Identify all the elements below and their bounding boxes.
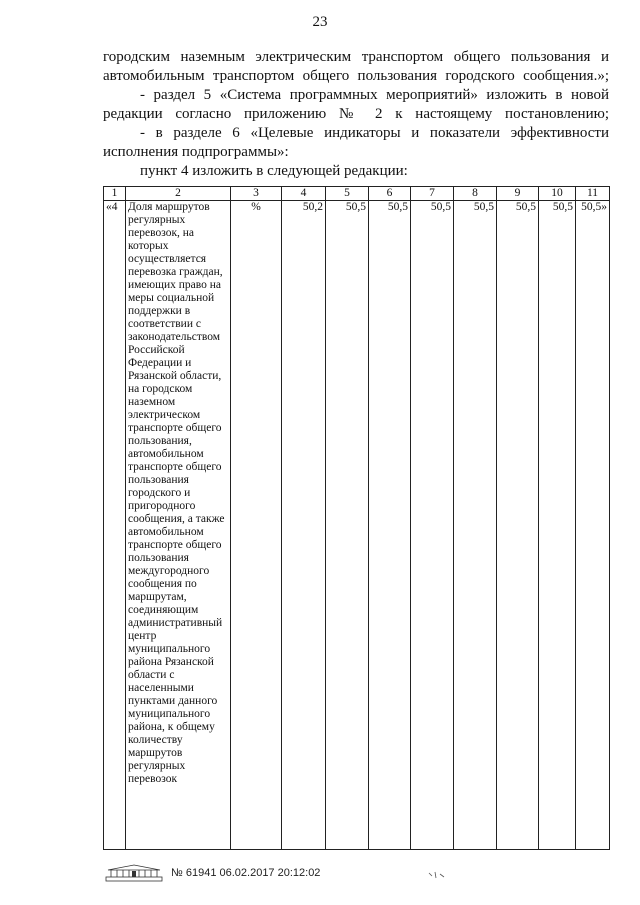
table-header-cell: 7: [411, 187, 454, 201]
paragraph-section-5: - раздел 5 «Система программных мероприятий» изложить в новой редакции согласно приложению № 2 к настоящему постановлению;: [103, 87, 609, 122]
table-row: [104, 201, 610, 850]
value-cell: 50,5: [369, 201, 411, 850]
value-cell: 50,5: [539, 201, 576, 850]
table-header-cell: 8: [454, 187, 497, 201]
table-header-row: [104, 187, 610, 201]
page-number: 23: [312, 14, 328, 30]
paragraph-continuation: городским наземным электрическим транспортом общего пользования и автомобильным транспортом общего пользования городского сообщения.»;: [103, 49, 609, 84]
table-header-cell: 11: [576, 187, 610, 201]
value-cell: 50,5: [326, 201, 369, 850]
value-cell: 50,2: [282, 201, 326, 850]
table-header-cell: 5: [326, 187, 369, 201]
indicator-description-cell: Доля маршрутов регулярных перевозок, на которых осуществляется перевозка граждан, имеющих право на меры социальной поддержки в соответствии с законодательством Российской Федерации и Рязанской области, на городском наземном электрическом транспорте общего пользования, автомобильном транспорте общего пользования городского и пригородного сообщения, а также автомобильном транспорте общего пользования междугородного сообщения по маршрутам, соединяющим административный центр муниципального района Рязанской области с населенными пунктами данного муниципального района, к общему количеству маршрутов регулярных перевозок: [126, 201, 231, 850]
scan-mark-icon: [428, 870, 446, 880]
value-cell: 50,5»: [576, 201, 610, 850]
table-header-cell: 10: [539, 187, 576, 201]
value-cell: 50,5: [411, 201, 454, 850]
table-header-cell: 9: [497, 187, 539, 201]
indicators-table: [103, 186, 610, 850]
unit-cell: %: [231, 201, 282, 850]
table-header-cell: 3: [231, 187, 282, 201]
table-header-cell: 4: [282, 187, 326, 201]
table-header-cell: 1: [104, 187, 126, 201]
body-text: [103, 48, 609, 181]
value-cell: 50,5: [454, 201, 497, 850]
table-header-cell: 2: [126, 187, 231, 201]
paragraph-item-4: пункт 4 изложить в следующей редакции:: [140, 163, 408, 179]
value-cell: 50,5: [497, 201, 539, 850]
document-footer: [105, 862, 320, 884]
table-header-cell: 6: [369, 187, 411, 201]
row-number-cell: «4: [104, 201, 126, 850]
paragraph-section-6: - в разделе 6 «Целевые индикаторы и показатели эффективности исполнения подпрограммы»:: [103, 125, 609, 160]
registration-stamp: № 61941 06.02.2017 20:12:02: [171, 867, 321, 879]
government-building-logo-icon: [105, 863, 163, 883]
